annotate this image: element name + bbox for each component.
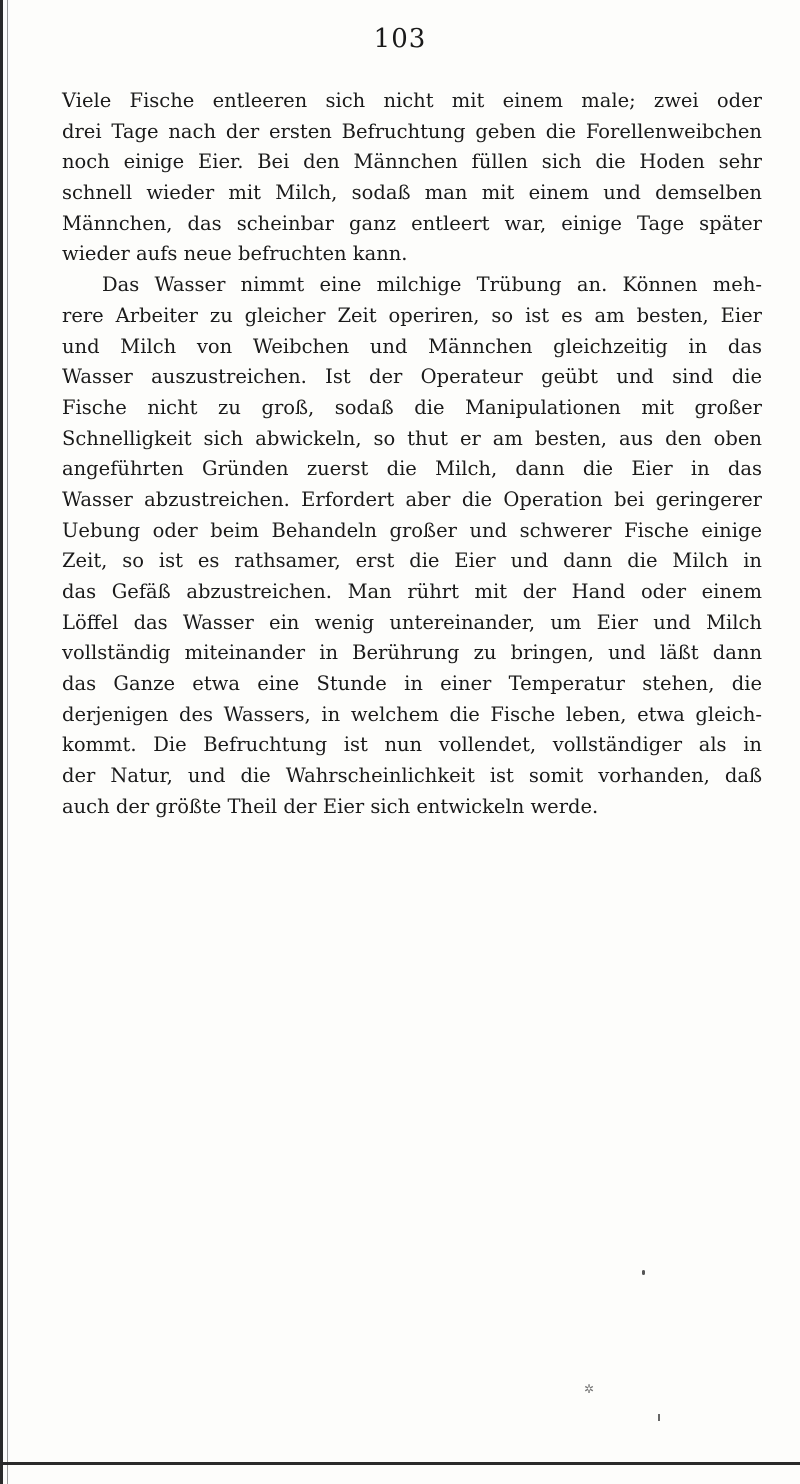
text-line: Zeit, so ist es rathsamer, erst die Eier und dann die Milch in — [62, 549, 762, 573]
text-line: drei Tage nach der ersten Befruchtung geben die Forellenweibchen — [62, 119, 762, 143]
text-line: Viele Fische entleeren sich nicht mit einem male; zwei oder — [62, 89, 762, 112]
text-line: vollständig miteinander in Berührung zu bringen, und läßt dann — [62, 641, 762, 665]
text-line: Das Wasser nimmt eine milchige Trübung an. Können meh- — [102, 273, 762, 297]
text-line: Uebung oder beim Behandeln großer und schwerer Fische einige — [62, 518, 762, 542]
text-line: rere Arbeiter zu gleicher Zeit operiren, so ist es am besten, Eier — [62, 303, 762, 327]
text-line: Löffel das Wasser ein wenig untereinander, um Eier und Milch — [62, 610, 762, 634]
text-line: Wasser abzustreichen. Erfordert aber die Operation bei geringerer — [62, 487, 762, 511]
ornament-speck: ✲ — [584, 1382, 595, 1396]
text-line: das Gefäß abzustreichen. Man rührt mit der Hand oder einem — [62, 580, 762, 603]
text-line: der Natur, und die Wahrscheinlichkeit ist somit vorhanden, daß — [62, 764, 762, 788]
page-bottom-border — [0, 1462, 800, 1465]
text-line: kommt. Die Befruchtung ist nun vollendet, vollständiger als in — [62, 733, 762, 757]
page-edge-shadow — [0, 0, 3, 1484]
text-line: Wasser auszustreichen. Ist der Operateur geübt und sind die — [62, 365, 762, 389]
text-line: und Milch von Weibchen und Männchen gleichzeitig in das — [62, 334, 762, 358]
ink-speck — [642, 1270, 645, 1275]
text-line: auch der größte Theil der Eier sich entwickeln werde. — [62, 794, 599, 818]
page-edge-line — [7, 0, 8, 1484]
text-line: das Ganze etwa eine Stunde in einer Temperatur stehen, die — [62, 672, 762, 696]
text-line: derjenigen des Wassers, in welchem die Fische leben, etwa gleich- — [62, 702, 762, 726]
body-text — [62, 86, 762, 823]
text-line: Schnelligkeit sich abwickeln, so thut er am besten, aus den oben — [62, 426, 762, 450]
text-line: angeführten Gründen zuerst die Milch, dann die Eier in das — [62, 457, 762, 481]
ink-speck — [658, 1414, 660, 1421]
text-line: schnell wieder mit Milch, sodaß man mit einem und demselben — [62, 181, 762, 205]
text-line: Fische nicht zu groß, sodaß die Manipulationen mit großer — [62, 395, 762, 419]
page-number: 103 — [373, 24, 427, 54]
text-line: noch einige Eier. Bei den Männchen füllen sich die Hoden sehr — [62, 150, 762, 174]
text-line: wieder aufs neue befruchten kann. — [62, 242, 408, 266]
text-line: Männchen, das scheinbar ganz entleert war, einige Tage später — [62, 211, 762, 235]
